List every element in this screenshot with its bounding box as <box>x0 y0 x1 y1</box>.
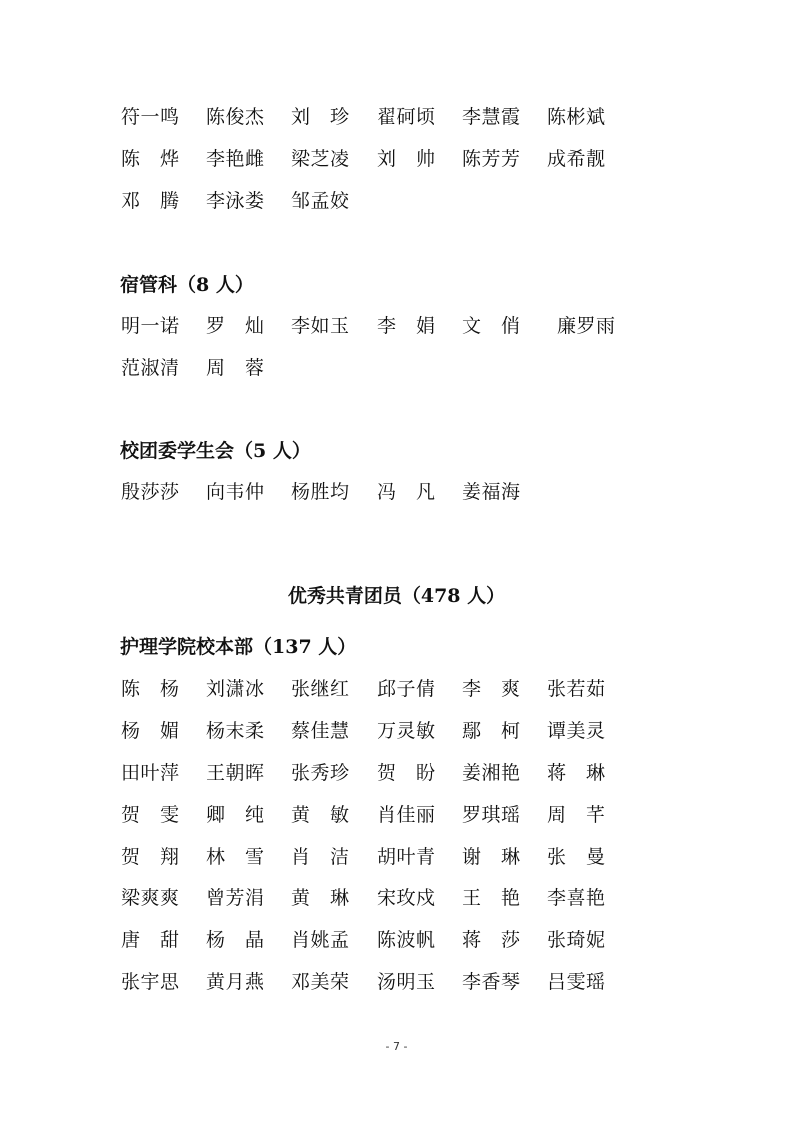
name: 梁芝凌 <box>291 148 350 170</box>
name: 王 艳 <box>462 887 521 909</box>
name: 文 俏 <box>462 315 521 337</box>
name: 吕雯瑶 <box>547 971 606 993</box>
section-heading: 校团委学生会（5 人） <box>120 440 311 462</box>
name: 肖佳丽 <box>377 804 436 826</box>
name: 杨 媚 <box>121 720 180 742</box>
name: 姜湘艳 <box>462 762 521 784</box>
name: 刘 珍 <box>291 106 350 128</box>
name: 李慧霞 <box>462 106 521 128</box>
name: 梁爽爽 <box>121 887 180 909</box>
name: 肖姚孟 <box>291 929 350 951</box>
name: 张秀珍 <box>291 762 350 784</box>
name: 杨末柔 <box>206 720 265 742</box>
name: 明一诺 <box>121 315 180 337</box>
name: 邹孟姣 <box>291 190 350 212</box>
name: 李 娟 <box>377 315 436 337</box>
name: 黄 琳 <box>291 887 350 909</box>
name: 宋玫戍 <box>377 887 436 909</box>
name: 贺 雯 <box>121 804 180 826</box>
name: 冯 凡 <box>377 481 436 503</box>
name: 陈 杨 <box>121 678 180 700</box>
name: 向韦仲 <box>206 481 265 503</box>
name: 周 蓉 <box>206 357 265 379</box>
name: 贺 翔 <box>121 846 180 868</box>
name: 邱子倩 <box>377 678 436 700</box>
name: 李泳娄 <box>206 190 265 212</box>
name: 李 爽 <box>462 678 521 700</box>
name: 曾芳涓 <box>206 887 265 909</box>
name: 杨 晶 <box>206 929 265 951</box>
name: 汤明玉 <box>377 971 436 993</box>
name: 谭美灵 <box>547 720 606 742</box>
name: 张琦妮 <box>547 929 606 951</box>
page-number: - 7 - <box>385 1040 408 1053</box>
name: 林 雪 <box>206 846 265 868</box>
name: 李香琴 <box>462 971 521 993</box>
name: 翟砢顷 <box>377 106 436 128</box>
name: 成希靓 <box>547 148 606 170</box>
name: 王朝晖 <box>206 762 265 784</box>
name: 李喜艳 <box>547 887 606 909</box>
name: 田叶萍 <box>121 762 180 784</box>
name: 陈芳芳 <box>462 148 521 170</box>
name: 陈彬斌 <box>547 106 606 128</box>
name: 邓 腾 <box>121 190 180 212</box>
name: 陈 烨 <box>121 148 180 170</box>
name: 周 芊 <box>547 804 606 826</box>
name: 张若茹 <box>547 678 606 700</box>
name: 胡叶青 <box>377 846 436 868</box>
name: 罗琪瑶 <box>462 804 521 826</box>
name: 刘 帅 <box>377 148 436 170</box>
name: 姜福海 <box>462 481 521 503</box>
name: 蔡佳慧 <box>291 720 350 742</box>
name: 张 曼 <box>547 846 606 868</box>
name: 黄月燕 <box>206 971 265 993</box>
name: 杨胜均 <box>291 481 350 503</box>
name: 肖 洁 <box>291 846 350 868</box>
name: 黄 敏 <box>291 804 350 826</box>
name: 万灵敏 <box>377 720 436 742</box>
name: 范淑清 <box>121 357 180 379</box>
name: 邓美荣 <box>291 971 350 993</box>
name: 贺 盼 <box>377 762 436 784</box>
name: 唐 甜 <box>121 929 180 951</box>
name: 张宇思 <box>121 971 180 993</box>
name: 罗 灿 <box>206 315 265 337</box>
name: 李艳雌 <box>206 148 265 170</box>
name: 陈波帆 <box>377 929 436 951</box>
section-heading: 护理学院校本部（137 人） <box>120 636 357 658</box>
name: 殷莎莎 <box>121 481 180 503</box>
name: 符一鸣 <box>121 106 180 128</box>
name: 鄢 柯 <box>462 720 521 742</box>
name: 刘潇冰 <box>206 678 265 700</box>
name: 谢 琳 <box>462 846 521 868</box>
name: 陈俊杰 <box>206 106 265 128</box>
name: 李如玉 <box>291 315 350 337</box>
name: 蒋 莎 <box>462 929 521 951</box>
name: 张继红 <box>291 678 350 700</box>
name: 卿 纯 <box>206 804 265 826</box>
name: 蒋 琳 <box>547 762 606 784</box>
section-heading: 宿管科（8 人） <box>120 274 254 296</box>
main-title: 优秀共青团员（478 人） <box>287 585 506 607</box>
name: 廉罗雨 <box>557 315 616 337</box>
